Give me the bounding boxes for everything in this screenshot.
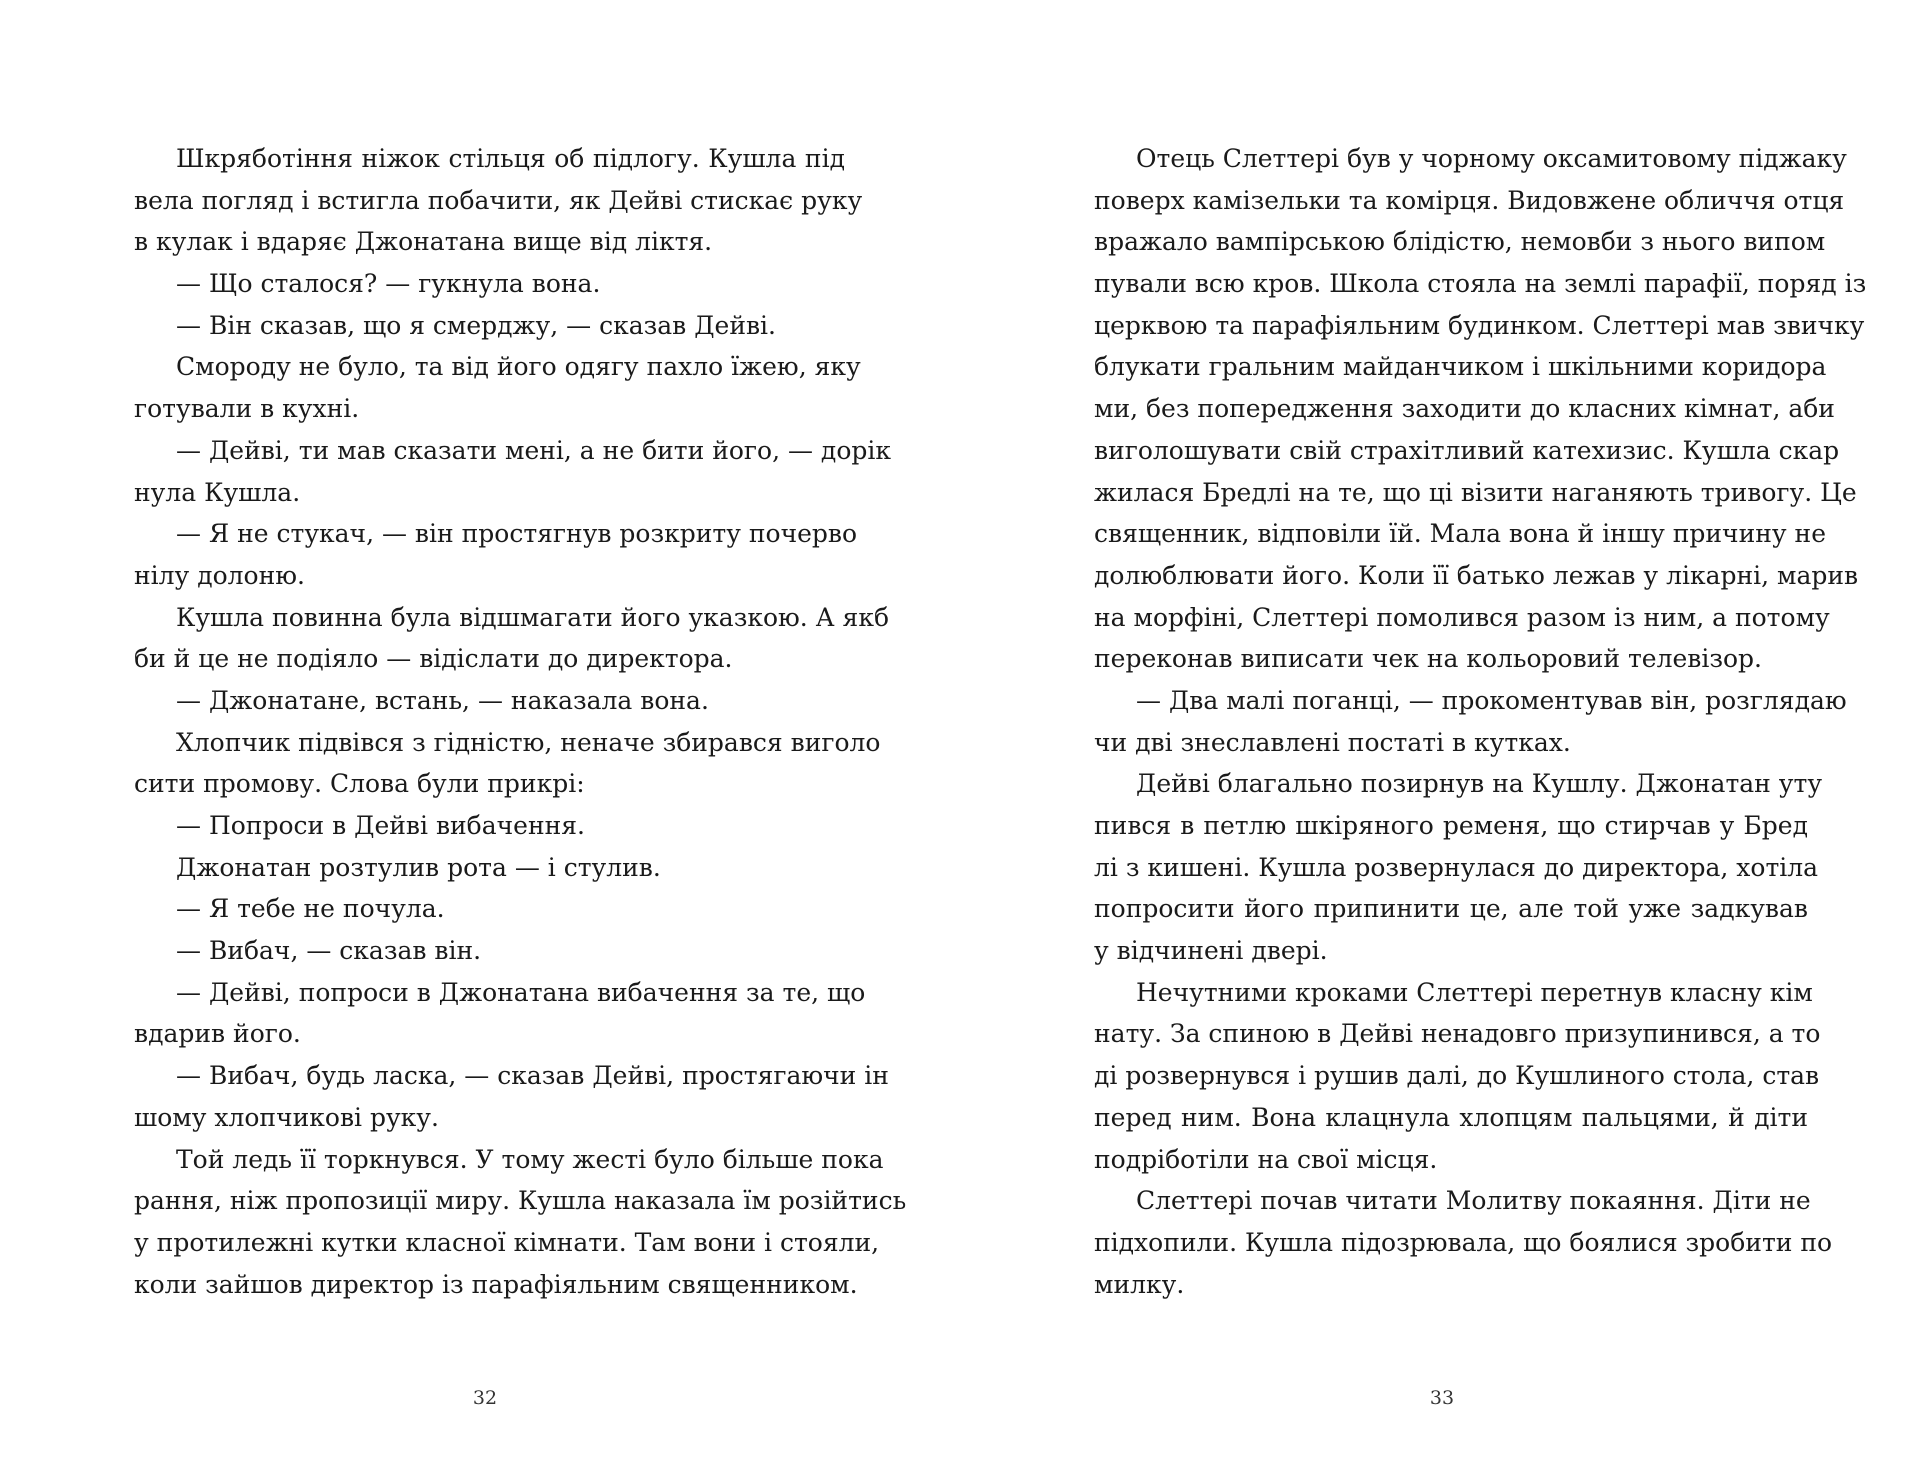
- text-line: Смороду не було, та від його одягу пахло їжею, яку: [176, 352, 861, 382]
- text-line: — Два малі поганці, — прокоментував він, розглядаю: [1136, 685, 1847, 715]
- text-line: милку.: [1094, 1269, 1185, 1299]
- text-line: коли зайшов директор із парафіяльним священником.: [134, 1269, 858, 1299]
- text-line: готували в кухні.: [134, 394, 360, 424]
- text-line: — Я тебе не почула.: [176, 894, 445, 924]
- text-line: нілу долоню.: [134, 560, 305, 590]
- text-line: Той ледь її торкнувся. У тому жесті було більше пока: [176, 1144, 884, 1174]
- right-page-number: 33: [1429, 1387, 1455, 1409]
- text-line: ді розвернувся і рушив далі, до Кушлиного стола, став: [1094, 1061, 1820, 1091]
- text-line: — Що сталося? — гукнула вона.: [176, 269, 601, 299]
- text-line: лі з кишені. Кушла розвернулася до директора, хотіла: [1094, 852, 1819, 882]
- text-line: Нечутними кроками Слеттері перетнув класну кім: [1136, 977, 1813, 1007]
- text-line: Слеттері почав читати Молитву покаяння. Діти не: [1136, 1186, 1811, 1216]
- text-line: церквою та парафіяльним будинком. Слеттері мав звичку: [1094, 310, 1865, 340]
- text-line: — Дейві, ти мав сказати мені, а не бити його, — дорік: [176, 435, 891, 465]
- text-line: у протилежні кутки класної кімнати. Там вони і стояли,: [134, 1227, 880, 1257]
- text-line: Хлопчик підвівся з гідністю, неначе збирався виголо: [176, 727, 881, 757]
- text-line: нула Кушла.: [134, 477, 301, 507]
- text-line: чи дві знеславлені постаті в кутках.: [1094, 727, 1571, 757]
- text-line: — Він сказав, що я смерджу, — сказав Дейві.: [176, 310, 776, 340]
- text-line: в кулак і вдаряє Джонатана вище від ліктя.: [134, 227, 713, 257]
- text-line: Шкряботіння ніжок стільця об підлогу. Кушла під: [176, 144, 845, 173]
- text-line: — Я не стукач, — він простягнув розкриту почерво: [176, 519, 858, 549]
- text-line: попросити його припинити це, але той уже задкував: [1094, 894, 1808, 924]
- text-line: сити промову. Слова були прикрі:: [134, 769, 585, 799]
- left-page-number: 32: [472, 1387, 498, 1409]
- text-line: — Вибач, — сказав він.: [176, 936, 482, 966]
- text-line: перед ним. Вона клацнула хлопцям пальцями, й діти: [1094, 1102, 1808, 1132]
- text-line: шому хлопчикові руку.: [134, 1102, 439, 1132]
- text-line: — Джонатане, встань, — наказала вона.: [176, 685, 709, 715]
- text-line: подріботіли на свої місця.: [1094, 1144, 1438, 1174]
- text-line: Отець Слеттері був у чорному оксамитовому піджаку: [1136, 144, 1847, 173]
- text-line: — Попроси в Дейві вибачення.: [176, 811, 586, 840]
- left-page-body-text: [134, 138, 907, 1305]
- text-line: Джонатан розтулив рота — і стулив.: [176, 852, 661, 882]
- text-line: Дейві благально позирнув на Кушлу. Джонатан уту: [1136, 769, 1823, 799]
- text-line: вражало вампірською блідістю, немовби з нього випом: [1094, 227, 1826, 257]
- text-line: нату. За спиною в Дейві ненадовго призупинився, а то: [1094, 1019, 1821, 1049]
- right-page-body-text: [1094, 138, 1867, 1305]
- text-line: долюблювати його. Коли її батько лежав у лікарні, марив: [1094, 560, 1859, 590]
- text-line: на морфіні, Слеттері помолився разом із ним, а потому: [1094, 602, 1830, 632]
- text-line: би й це не подіяло — відіслати до директора.: [134, 644, 733, 674]
- text-line: рання, ніж пропозиції миру. Кушла наказала їм розійтись: [134, 1186, 907, 1216]
- text-line: у відчинені двері.: [1094, 936, 1328, 966]
- text-line: — Дейві, попроси в Джонатана вибачення за те, що: [176, 977, 866, 1007]
- text-line: поверх камізельки та комірця. Видовжене обличчя отця: [1094, 185, 1845, 215]
- text-line: Кушла повинна була відшмагати його указкою. А якб: [176, 602, 890, 632]
- text-line: священник, відповіли їй. Мала вона й іншу причину не: [1094, 519, 1827, 549]
- text-line: вдарив його.: [134, 1019, 301, 1049]
- text-line: пували всю кров. Школа стояла на землі парафії, поряд із: [1094, 269, 1867, 299]
- text-line: блукати гральним майданчиком і шкільними коридора: [1094, 352, 1827, 382]
- text-line: пився в петлю шкіряного ременя, що стирчав у Бред: [1094, 811, 1808, 840]
- text-line: виголошувати свій страхітливий катехизис. Кушла скар: [1094, 435, 1840, 465]
- text-line: ми, без попередження заходити до класних кімнат, аби: [1094, 394, 1835, 424]
- text-line: — Вибач, будь ласка, — сказав Дейві, простягаючи ін: [176, 1061, 889, 1091]
- text-line: підхопили. Кушла підозрювала, що боялися зробити по: [1094, 1227, 1833, 1257]
- right-page: [960, 0, 1920, 1477]
- text-line: переконав виписати чек на кольоровий телевізор.: [1094, 644, 1762, 674]
- text-line: вела погляд і встигла побачити, як Дейві стискає руку: [134, 185, 863, 215]
- text-line: жилася Бредлі на те, що ці візити наганяють тривогу. Це: [1094, 477, 1857, 507]
